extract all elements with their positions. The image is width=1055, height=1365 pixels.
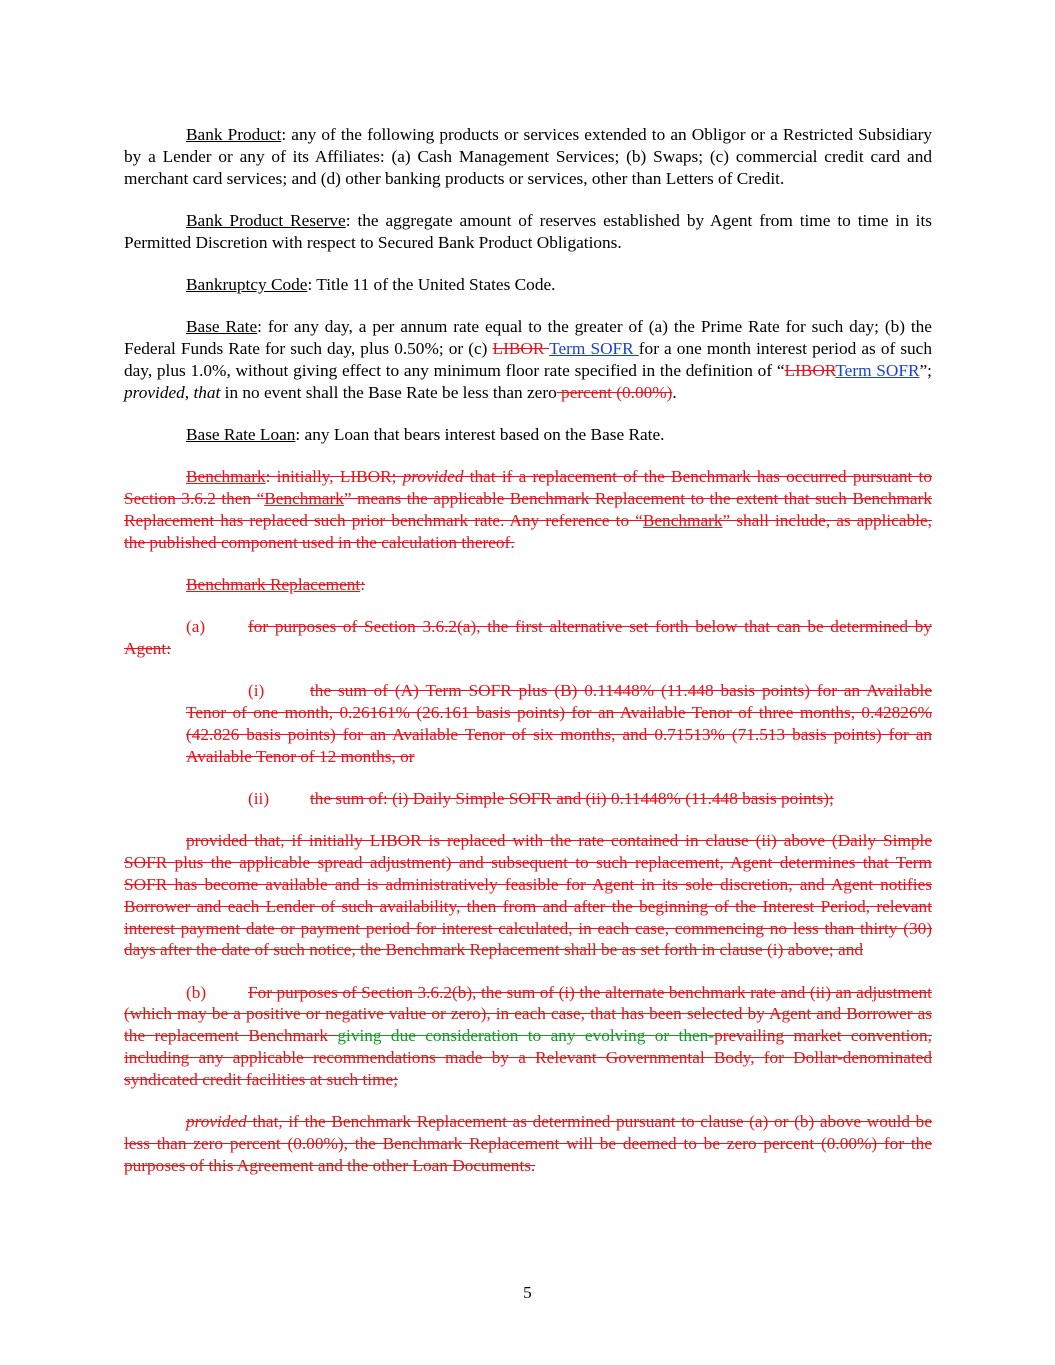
term-base-rate-loan: Base Rate Loan xyxy=(186,424,296,444)
page-number: 5 xyxy=(523,1283,532,1302)
term-bank-product-reserve: Bank Product Reserve xyxy=(186,210,346,230)
deletion: LIBOR xyxy=(784,360,836,380)
definition-benchmark-replacement: Benchmark Replacement: xyxy=(186,574,365,594)
deletion: percent (0.00%) xyxy=(556,382,673,402)
clause-b: (b) For purposes of Section 3.6.2(b), the sum of (i) the alternate benchmark rate and (ii) an adjustment (which may be a positive or negative value or zero), in each case, that has been selected by Agent and Borrower as the replacement Benchmark giving due consideration to any evolving or then-prevailing market convention, including any applicable recommendations made by a Relevant Governmental Body, for Dollar-denominated syndicated credit facilities at such time; xyxy=(124,982,932,1089)
term-bankruptcy-code: Bankruptcy Code xyxy=(186,274,308,294)
definition-base-rate: Base Rate: for any day, a per annum rate equal to the greater of (a) the Prime Rate for such day; (b) the Federal Funds Rate for such day, plus 0.50%; or (c) LIBOR Term SOFR for a one month interest period as of such day, plus 1.0%, without giving effect to any minimum floor rate specified in the definition of “LIBORTerm SOFR”; provided, that in no event shall the Base Rate be less than zero percent (0.00%). xyxy=(124,317,932,402)
definition-bankruptcy-code: Bankruptcy Code: Title 11 of the United States Code. xyxy=(186,274,556,294)
clause-proviso: provided that, if initially LIBOR is replaced with the rate contained in clause (ii) above (Daily Simple SOFR plus the applicable spread adjustment) and subsequent to such replacement, Agent determines that Term SOFR has become available and is administratively feasible for Agent in its sole discretion, and Agent notifies Borrower and each Lender of such availability, then from and after the beginning of the Interest Period, relevant interest payment date or payment period for interest calculated, in each case, commencing no less than thirty (30) days after the date of such notice, the Benchmark Replacement shall be as set forth in clause (i) above; and xyxy=(124,831,932,960)
clause-final-proviso: provided that, if the Benchmark Replacement as determined pursuant to clause (a) or (b) above would be less than zero percent (0.00%), the Benchmark Replacement will be deemed to be zero percent (0.00%) for the purposes of this Agreement and the other Loan Documents. xyxy=(124,1112,932,1175)
deletion-green: giving due consideration to any evolving or then- xyxy=(337,1026,715,1046)
definition-benchmark: Benchmark: initially, LIBOR; provided that if a replacement of the Benchmark has occurred pursuant to Section 3.6.2 then “Benchmark” means the applicable Benchmark Replacement to the extent that such Benchmark Replacement has replaced such prior benchmark rate. Any reference to “Benchmark” shall include, as applicable, the published component used in the calculation thereof. xyxy=(124,467,932,552)
definition-bank-product-reserve: Bank Product Reserve: the aggregate amount of reserves established by Agent from time to time in its Permitted Discretion with respect to Secured Bank Product Obligations. xyxy=(124,210,932,252)
term-benchmark-replacement: Benchmark Replacement xyxy=(186,574,361,594)
deletion: LIBOR xyxy=(492,339,550,359)
insertion: Term SOFR xyxy=(549,339,639,359)
insertion: Term SOFR xyxy=(835,360,920,380)
clause-a-i: (i) the sum of (A) Term SOFR plus (B) 0.11448% (11.448 basis points) for an Available Tenor of one month, 0.26161% (26.161 basis points) for an Available Tenor of three months, 0.42826% (42.826 basis points) for an Available Tenor of six months, and 0.71513% (71.513 basis points) for an Available Tenor of 12 months, or xyxy=(186,681,932,766)
definition-bank-product: Bank Product: any of the following products or services extended to an Obligor or a Restricted Subsidiary by a Lender or any of its Affiliates: (a) Cash Management Services; (b) Swaps; (c) commercial credit card and merchant card services; and (d) other banking products or services, other than Letters of Credit. xyxy=(124,125,932,188)
clause-a: (a) for purposes of Section 3.6.2(a), the first alternative set forth below that can be determined by Agent: xyxy=(124,617,932,659)
document-page xyxy=(124,124,932,1197)
clause-a-ii: (ii) the sum of: (i) Daily Simple SOFR and (ii) 0.11448% (11.448 basis points); xyxy=(248,789,834,809)
term-benchmark: Benchmark xyxy=(186,467,266,487)
term-base-rate: Base Rate xyxy=(186,317,258,337)
term-bank-product: Bank Product xyxy=(186,125,282,144)
definition-base-rate-loan: Base Rate Loan: any Loan that bears interest based on the Base Rate. xyxy=(186,424,665,444)
